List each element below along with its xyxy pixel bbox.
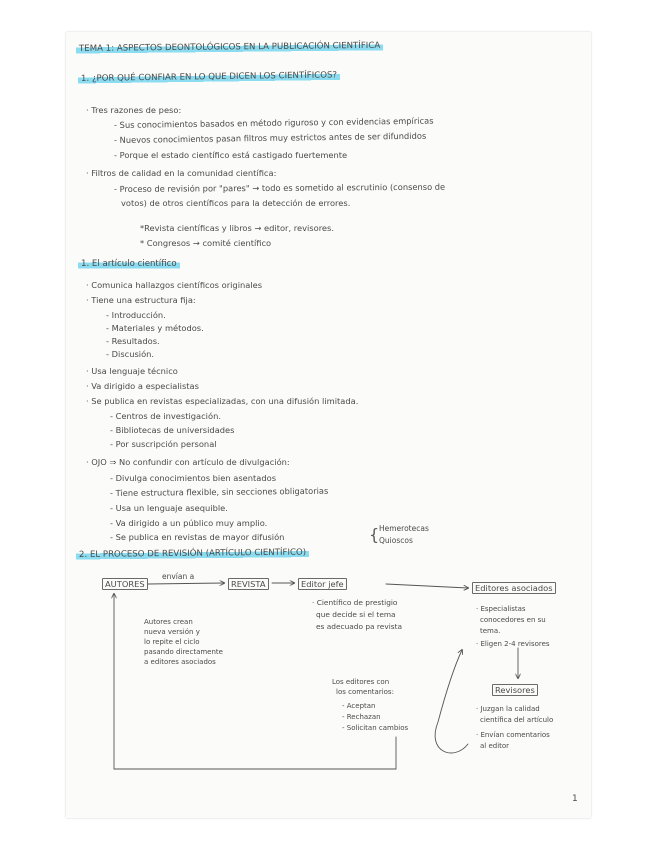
editors-note: · Especialistas: [476, 605, 526, 613]
decision-note: Los editores con: [332, 678, 390, 686]
editor-note: · Científico de prestigio: [312, 598, 398, 607]
section-2-heading: 2. EL PROCESO DE REVISIÓN (ARTÍCULO CIENTÍFICO): [76, 548, 309, 560]
authors-note: Autores crean: [144, 618, 193, 626]
arrow-authors-to-journal: [148, 583, 224, 584]
notebook-page: [66, 32, 591, 818]
note-line: · Va dirigido a especialistas: [86, 381, 199, 391]
page-title: TEMA 1: ASPECTOS DEONTOLÓGICOS EN LA PUBLICACIÓN CIENTÍFICA: [76, 41, 383, 54]
editor-note: es adecuado pa revista: [316, 622, 403, 631]
article-heading: 1. El artículo científico: [78, 259, 180, 269]
reviewers-note: al editor: [480, 742, 510, 750]
note-line: votos) de otros científicos para la detección de errores.: [121, 198, 351, 208]
decision-note: - Rechazan: [342, 713, 381, 721]
note-line: - Porque el estado científico está castigado fuertemente: [114, 150, 348, 160]
reviewers-note: · Juzgan la calidad: [476, 705, 540, 713]
note-line: * Congresos → comité científico: [140, 238, 272, 248]
note-line: · Comunica hallazgos científicos originales: [86, 280, 263, 290]
brace-icon: {: [369, 525, 380, 544]
note-line: - Se publica en revistas de mayor difusión: [110, 532, 285, 542]
page-number: 1: [572, 794, 578, 804]
editors-note: tema.: [480, 627, 501, 635]
note-line: · Tres razones de peso:: [86, 105, 182, 115]
node-associate-editors: Editores asociados: [472, 582, 556, 594]
node-journal: REVISTA: [228, 578, 269, 590]
authors-note: pasando directamente: [144, 648, 223, 656]
reviewers-note: científica del artículo: [480, 716, 554, 724]
editors-note: conocedores en su: [480, 616, 546, 624]
note-line: - Divulga conocimientos bien asentados: [110, 473, 277, 483]
note-line: - Tiene estructura flexible, sin secciones obligatorias: [109, 485, 329, 498]
bracket-item: Hemerotecas: [379, 524, 429, 533]
authors-note: a editores asociados: [144, 658, 216, 666]
bracket-item: Quioscos: [379, 536, 413, 545]
decision-note: - Aceptan: [342, 702, 376, 710]
note-line: - Proceso de revisión por "pares" → todo es sometido al escrutinio (consenso de: [113, 181, 446, 194]
reviewers-note: · Envían comentarios: [476, 731, 550, 739]
note-line: · Se publica en revistas especializadas, con una difusión limitada.: [86, 396, 359, 406]
authors-note: nueva versión y: [144, 628, 200, 636]
note-line: - Bibliotecas de universidades: [110, 425, 235, 435]
note-line: - Va dirigido a un público muy amplio.: [110, 518, 268, 528]
note-line: - Discusión.: [106, 349, 155, 359]
note-line: - Centros de investigación.: [110, 411, 221, 421]
section-1-heading: 1. ¿POR QUÉ CONFIAR EN LO QUE DICEN LOS CIENTÍFICOS?: [78, 70, 340, 84]
note-line: · Tiene una estructura fija:: [86, 295, 196, 305]
arrow-reviewers-back: [435, 650, 468, 753]
arrow-label: envían a: [162, 572, 195, 581]
note-line: - Por suscripción personal: [110, 439, 217, 449]
note-line: *Revista científicas y libros → editor, revisores.: [140, 223, 334, 233]
note-line: - Usa un lenguaje asequible.: [110, 503, 228, 513]
note-line: · OJO ⇒ No confundir con artículo de divulgación:: [86, 457, 290, 467]
node-reviewers: Revisores: [492, 684, 538, 696]
arrow-editor-to-associates: [386, 584, 468, 588]
decision-note: - Solicitan cambios: [342, 724, 409, 732]
note-line: - Materiales y métodos.: [106, 323, 204, 333]
decision-note: los comentarios:: [336, 688, 394, 696]
authors-note: lo repite el ciclo: [144, 638, 200, 646]
arrow-back-to-authors: [114, 594, 396, 769]
note-line: · Filtros de calidad en la comunidad científica:: [86, 168, 277, 178]
note-line: - Introducción.: [106, 310, 166, 320]
note-line: · Usa lenguaje técnico: [86, 366, 178, 376]
diagram-connectors: [66, 32, 591, 818]
note-line: - Sus conocimientos basados en método riguroso y con evidencias empíricas: [113, 115, 434, 130]
node-editor-in-chief: Editor jefe: [298, 578, 347, 590]
note-line: - Resultados.: [106, 336, 160, 346]
editor-note: que decide si el tema: [316, 610, 396, 619]
node-authors: AUTORES: [102, 578, 148, 590]
editors-note: · Eligen 2-4 revisores: [476, 640, 550, 648]
note-line: - Nuevos conocimientos pasan filtros muy estrictos antes de ser difundidos: [113, 130, 427, 145]
